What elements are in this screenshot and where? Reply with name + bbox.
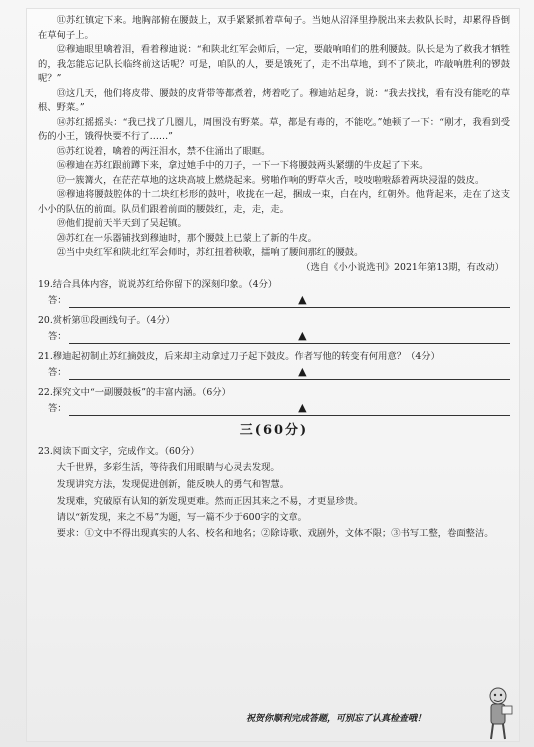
question-20 (38, 314, 510, 344)
question-19 (38, 278, 510, 308)
triangle-mark-icon: ▲ (298, 329, 307, 342)
passage-paragraph: ㉑当中央红军和陕北红军会师时，苏红扭着秧歌，擂响了腰间那红的腰鼓。 (56, 247, 364, 258)
question-text: 22.探究文中“一副腰鼓板”的丰富内涵。（6分） (38, 387, 231, 398)
passage-source: （选自《小小说选刊》2021年第13期，有改动） (301, 261, 504, 273)
passage-paragraph: ⑱穆迪将腰鼓腔体的十二块红杉形的鼓叶，收拢在一起，捆成一束，白在内，红朝外。他背起来，走在了这支小小的队伍的前面。队员们跟着前面的腰鼓红，走，走，走。 (38, 189, 510, 215)
passage-paragraph: ⑬这几天，他们将皮带、腰鼓的皮背带等都煮着，烤着吃了。穆迪站起身，说：“我去找找，看有没有能吃的草根、野菜。” (38, 87, 510, 113)
question-text: 19.结合具体内容，说说苏红给你留下的深刻印象。（4分） (38, 279, 278, 290)
answer-area[interactable] (48, 294, 510, 309)
triangle-mark-icon: ▲ (298, 401, 307, 414)
composition-prompt-title: 23.阅读下面文字，完成作文。（60分） (38, 445, 200, 457)
answer-area[interactable] (48, 366, 510, 381)
composition-requirements: 要求：①文中不得出现真实的人名、校名和地名；②除诗歌、戏剧外，文体不限；③书写工整，卷面整洁。 (56, 528, 494, 539)
triangle-mark-icon: ▲ (298, 293, 307, 306)
answer-label: 答： (48, 330, 67, 342)
exam-content (38, 14, 510, 542)
composition-prompt-line: 发现难，究破原有认知的新发现更难。然而正因其来之不易，才更显珍贵。 (56, 496, 364, 507)
question-text: 21.穆迪起初制止苏红摘鼓皮，后来却主动拿过刀子起下鼓皮。作者写他的转变有何用意？（4分） (38, 351, 440, 362)
answer-line[interactable] (69, 403, 510, 416)
answer-label: 答： (48, 366, 67, 378)
section-title: 三(60分) (239, 423, 309, 438)
passage-paragraph: ⑭苏红摇摇头：“我已找了几圈儿，周围没有野菜。草，都是有毒的，不能吃。”她顿了一下：“刚才，我看到受伤的小王，饿得快要不行了……” (38, 116, 510, 142)
passage-paragraph: ⑫穆迪眼里噙着泪，看着穆迪说：“和陕北红军会师后，一定，要敲响咱们的胜利腰鼓。队长是为了救我才牺牲的，我怎能忘记队长临终前这话呢？可是，咱队的人，要是饿死了，走不出草地，到不了陕北，咋敲响胜利的锣鼓呢？” (38, 44, 510, 84)
answer-line[interactable] (69, 367, 510, 380)
passage-paragraph: ⑯穆迪在苏红跟前蹲下来，拿过她手中的刀子，一下一下将腰鼓两头紧绷的牛皮起了下来。 (56, 160, 429, 171)
answer-line[interactable] (69, 295, 510, 308)
question-21 (38, 350, 510, 380)
footer-message: 祝贺你顺利完成答题，可别忘了认真检查哦！ (246, 714, 427, 724)
passage-paragraph: ⑰一簇篝火，在茫茫草地的这块高坡上燃烧起来。劈啪作响的野草火舌，吱吱啦啦舔着两块浸湿的鼓皮。 (56, 174, 485, 186)
reading-passage (38, 14, 510, 275)
question-22 (38, 386, 510, 416)
question-text: 20.赏析第⑪段画线句子。（4分） (38, 315, 175, 326)
answer-label: 答： (48, 294, 67, 306)
passage-paragraph: ⑪苏红镇定下来。地胸部俯在腰鼓上，双手紧紧抓着草甸子。当她从沼泽里挣脱出来去救队长时，却累得昏倒在草甸子上。 (38, 15, 510, 41)
passage-paragraph: ⑲他们提前天半天到了吴起镇。 (56, 218, 187, 229)
composition-prompt-line: 发现讲究方法，发现促进创新，能反映人的勇气和智慧。 (56, 479, 290, 490)
answer-area[interactable] (48, 402, 510, 417)
passage-paragraph: ⑮苏红说着，噙着的两汪泪水，禁不住涌出了眼眶。 (56, 145, 271, 157)
composition-prompt-line: 大千世界，多彩生活，等待我们用眼睛与心灵去发现。 (56, 462, 280, 473)
cartoon-figure-icon (480, 684, 516, 742)
exam-paper (26, 8, 520, 742)
passage-paragraph: ⑳苏红在一乐器铺找到穆迪时，那个腰鼓上已蒙上了新的牛皮。 (56, 232, 317, 244)
composition-question (38, 445, 510, 543)
answer-line[interactable] (69, 331, 510, 344)
answer-label: 答： (48, 402, 67, 414)
answer-area[interactable] (48, 330, 510, 345)
composition-title-instruction: 请以“新发现，来之不易”为题，写一篇不少于600字的文章。 (56, 512, 307, 523)
triangle-mark-icon: ▲ (298, 365, 307, 378)
